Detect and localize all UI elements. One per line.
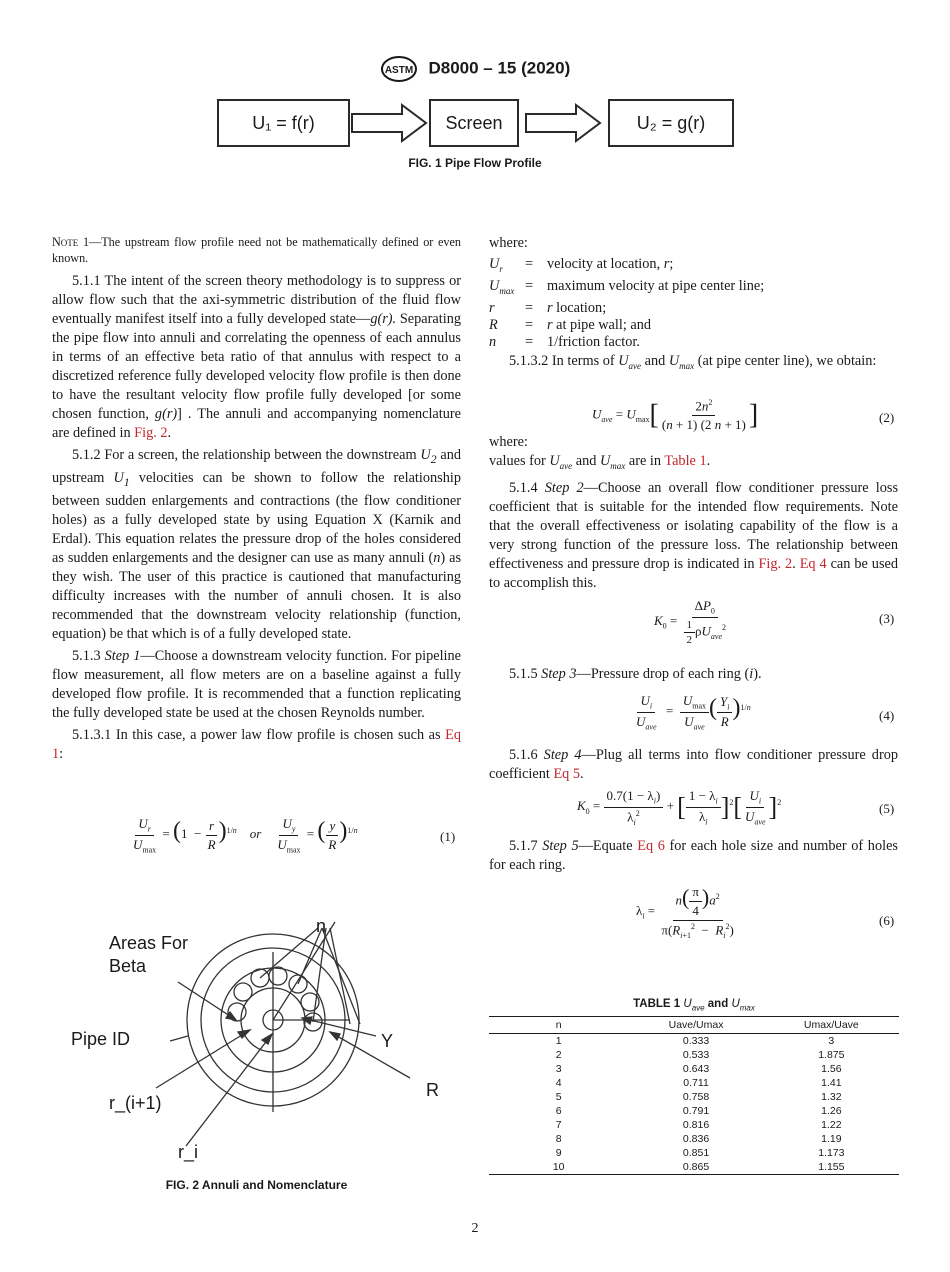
- eq4-link[interactable]: Eq 4: [799, 556, 827, 572]
- table-cell: 0.836: [682, 1133, 710, 1145]
- table-cell: 1.41: [821, 1077, 842, 1089]
- equation-1: $\frac{U_r}{U_{max}}$ = (1 − $\frac{r}{R}$ )$^{1/n}$ or $\frac{U_y}{U_{max}}$ = ( $\frac{y}{R}$ )$^{1/n}$: [133, 816, 358, 855]
- col-header-n: n: [489, 1017, 628, 1034]
- equation-2: $U_{ave} = U_{max}$[ $\frac{2n^2}{(n + 1) (2 n + 1)}$ ]: [592, 398, 759, 433]
- table-cell: 1.56: [821, 1063, 842, 1075]
- equation-6: $\lambda_i$ = n( $\frac{\pi}{4}$ )$a^2$ $\pi(R_{i+1}^2 - R_i^2)$: [636, 884, 734, 940]
- table-cell: 7: [555, 1119, 562, 1131]
- table-row: [489, 1104, 899, 1118]
- table-cell: 1: [555, 1035, 562, 1047]
- table-row: [489, 1160, 899, 1175]
- equation-3-number: (3): [879, 611, 895, 626]
- table-cell: 3: [828, 1035, 835, 1047]
- table-cell: 4: [555, 1077, 562, 1089]
- table-cell: 0.533: [682, 1049, 710, 1061]
- eq6-link[interactable]: Eq 6: [637, 838, 665, 854]
- table-cell: 0.851: [682, 1147, 710, 1159]
- table-cell: 0.816: [682, 1119, 710, 1131]
- def-ur: $U_r$ = velocity at location, r;: [489, 256, 674, 274]
- fig1-caption: FIG. 1 Pipe Flow Profile: [408, 156, 542, 170]
- table-cell: 0.711: [683, 1077, 709, 1089]
- label-n: n: [316, 916, 327, 936]
- table-row: [489, 1146, 899, 1160]
- page-header: [0, 56, 950, 82]
- note-text: —The upstream flow profile need not be mathematically defined or even known.: [52, 235, 462, 265]
- flow-arrow-1-icon: [350, 103, 430, 143]
- fig2-link[interactable]: Fig. 2: [134, 425, 168, 441]
- def-r-large: R = r at pipe wall; and: [489, 316, 652, 333]
- where-values: where: values for $U_{ave}$ and $U_{max}$ are in Table 1.: [489, 433, 898, 476]
- label-r: R: [426, 1080, 439, 1100]
- label-r-i-plus-1: r_(i+1): [109, 1093, 162, 1113]
- flow-box-screen: [429, 99, 519, 147]
- equation-3: $K_0$ = $\Delta P_0$ $\frac{1}{2}$ $\rho U_{ave}^2$: [654, 598, 727, 646]
- table-row: [489, 1034, 899, 1049]
- paragraph-5-1-6: 5.1.6 Step 4—Plug all terms into flow conditioner pressure drop coefficient Eq 5.: [489, 747, 898, 782]
- table-cell: 0.333: [682, 1035, 710, 1047]
- table-cell: 3: [555, 1063, 562, 1075]
- def-r-small: r = r location;: [489, 299, 607, 316]
- fig2-caption: FIG. 2 Annuli and Nomenclature: [165, 1178, 348, 1192]
- fig2-link-2[interactable]: Fig. 2: [758, 556, 793, 572]
- table1: [489, 1016, 899, 1175]
- table-cell: 6: [555, 1105, 562, 1117]
- paragraph-5-1-3: 5.1.3 Step 1—Choose a downstream velocity function. For pipeline flow measurement, all flow meters are on a baseline against a fully developed flow profile. It is recommended that a function replicating the fully developed state be used at the chosen Reynolds number.: [52, 647, 462, 721]
- table-row: [489, 1062, 899, 1076]
- table-cell: 1.173: [818, 1147, 845, 1159]
- table-cell: 1.22: [821, 1119, 842, 1131]
- note-1: [52, 234, 461, 266]
- table-row: [489, 1118, 899, 1132]
- label-pipe-id: Pipe ID: [71, 1029, 131, 1049]
- label-r-i: r_i: [178, 1142, 199, 1162]
- paragraph-5-1-3-1: 5.1.3.1 In this case, a power law flow profile is chosen such as Eq 1:: [52, 726, 461, 762]
- paragraph-5-1-3-2: 5.1.3.2 In terms of $U_{ave}$ and $U_{max}$ (at pipe center line), we obtain:: [509, 353, 877, 371]
- box-screen-label: Screen: [445, 112, 503, 133]
- col-header-uave-umax: Uave/Umax: [628, 1017, 763, 1034]
- flow-box-downstream: [608, 99, 734, 147]
- table-cell: 8: [555, 1133, 562, 1145]
- table-cell: 0.791: [682, 1105, 710, 1117]
- table1-header-row: [489, 1017, 899, 1034]
- eq1-link[interactable]: Eq 1: [52, 726, 461, 762]
- table1-link[interactable]: Table 1: [664, 453, 707, 469]
- table-row: [489, 1090, 899, 1104]
- paragraph-5-1-7: 5.1.7 Step 5—Equate Eq 6 for each hole size and number of holes for each ring.: [489, 838, 898, 873]
- table-cell: 1.26: [821, 1105, 842, 1117]
- note-label: Note 1: [52, 235, 90, 249]
- flow-arrow-2-icon: [524, 103, 604, 143]
- col-header-umax-uave: Umax/Uave: [764, 1017, 899, 1034]
- table-cell: 0.758: [682, 1091, 710, 1103]
- page-number: 2: [471, 1221, 479, 1236]
- table-cell: 10: [489, 1160, 628, 1175]
- label-y: Y: [381, 1031, 394, 1051]
- table-row: [489, 1132, 899, 1146]
- paragraph-5-1-2: 5.1.2 For a screen, the relationship between the downstream $U_2$ and upstream $U_1$ velocities can be shown to follow the relationship between sudden enlargements and contractions (the flow conditioner holes) as a fully developed state by using Equation X (Karnik and Erdal). This equation relates the pressure drop of the holes considered as sudden enlargements and the designer can use as many annuli (n) as they wish. The user of this practice is cautioned that manufacturing difficulty increases with the number of annuli chosen. It is also recommended that the downstream velocity relationship (function, equation) be that which is of a fully developed state.: [52, 447, 462, 642]
- table-cell: 9: [555, 1147, 562, 1159]
- equation-4: $\frac{U_i}{U_{ave}}$ = $\frac{U_{max}}{U_{ave}}$ ( $\frac{Y_i}{R}$ )$^{1/n}$: [636, 693, 751, 732]
- box-downstream-label: U₂ = g(r): [636, 112, 706, 133]
- astm-logo-icon: [380, 56, 418, 82]
- table-cell: 5: [555, 1091, 562, 1103]
- equation-2-number: (2): [879, 410, 895, 425]
- variable-definitions: [489, 256, 898, 351]
- table-cell: 1.875: [818, 1049, 845, 1061]
- box-upstream-label: U₁ = f(r): [252, 112, 315, 133]
- paragraph-5-1-1: 5.1.1 The intent of the screen theory methodology is to suppress or allow flow such that the axi-symmetric distribution of the fluid flow eventually manifest itself into a fully developed state—g(r). Separating the pipe flow into annuli and correlating the openness of each annulus in terms of an effective beta ratio of that annulus with respect to a discretized reference fully developed velocity flow profile is then done to have the resultant velocity flow profile fully developed [or some chosen function, g(r)] . The annuli and accompanying nomenclature are defined in Fig. 2.: [52, 273, 461, 441]
- eq5-link[interactable]: Eq 5: [553, 766, 581, 782]
- table-cell: 0.643: [682, 1063, 710, 1075]
- standard-number: D8000 – 15 (2020): [428, 58, 571, 78]
- left-column-text: [52, 272, 461, 767]
- where-label-1: where:: [489, 235, 528, 251]
- equation-5: $K_0$ = $\frac{0.7(1 - \lambda_i)}{\lambda_i^2}$ + [ $\frac{1 - \lambda_i}{\lambda_i}$ ]$^2$[ $\frac{U_i}{U_{ave}}$ ]$^2$: [577, 788, 782, 827]
- equation-4-number: (4): [879, 708, 895, 723]
- table-cell: 1.19: [821, 1133, 842, 1145]
- label-areas-for-beta: [109, 932, 188, 978]
- table-row: [489, 1076, 899, 1090]
- table-cell: 2: [555, 1049, 562, 1061]
- where-label-2: where:: [489, 434, 528, 450]
- table-row: [489, 1048, 899, 1062]
- paragraph-5-1-5: 5.1.5 Step 3—Pressure drop of each ring (i).: [509, 666, 762, 682]
- label-areas-for: Areas For: [109, 933, 189, 953]
- equation-6-number: (6): [879, 913, 895, 928]
- table-cell: 1.155: [764, 1160, 899, 1175]
- table-cell: 1.32: [821, 1091, 842, 1103]
- svg-text:ASTM: ASTM: [384, 65, 413, 76]
- label-beta: Beta: [109, 956, 147, 976]
- def-umax: $U_{max}$ = maximum velocity at pipe center line;: [489, 277, 765, 296]
- equation-5-number: (5): [879, 801, 895, 816]
- equation-1-number: (1): [440, 829, 456, 844]
- paragraph-5-1-4: 5.1.4 Step 2—Choose an overall flow conditioner pressure loss coefficient that is suitable for the intended flow requirements. Note that the overall effectiveness or isolating capability of the flow is a very strong function of the pressure loss. The relationship between effectiveness and pressure drop is indicated in Fig. 2. Eq 4 can be used to accomplish this.: [489, 480, 899, 591]
- table1-title: TABLE 1 $U_{ave}$ and $U_{max}$: [633, 998, 755, 1013]
- def-n: n = 1/friction factor.: [489, 333, 640, 350]
- table-cell: 0.865: [628, 1160, 763, 1175]
- flow-box-upstream: [217, 99, 350, 147]
